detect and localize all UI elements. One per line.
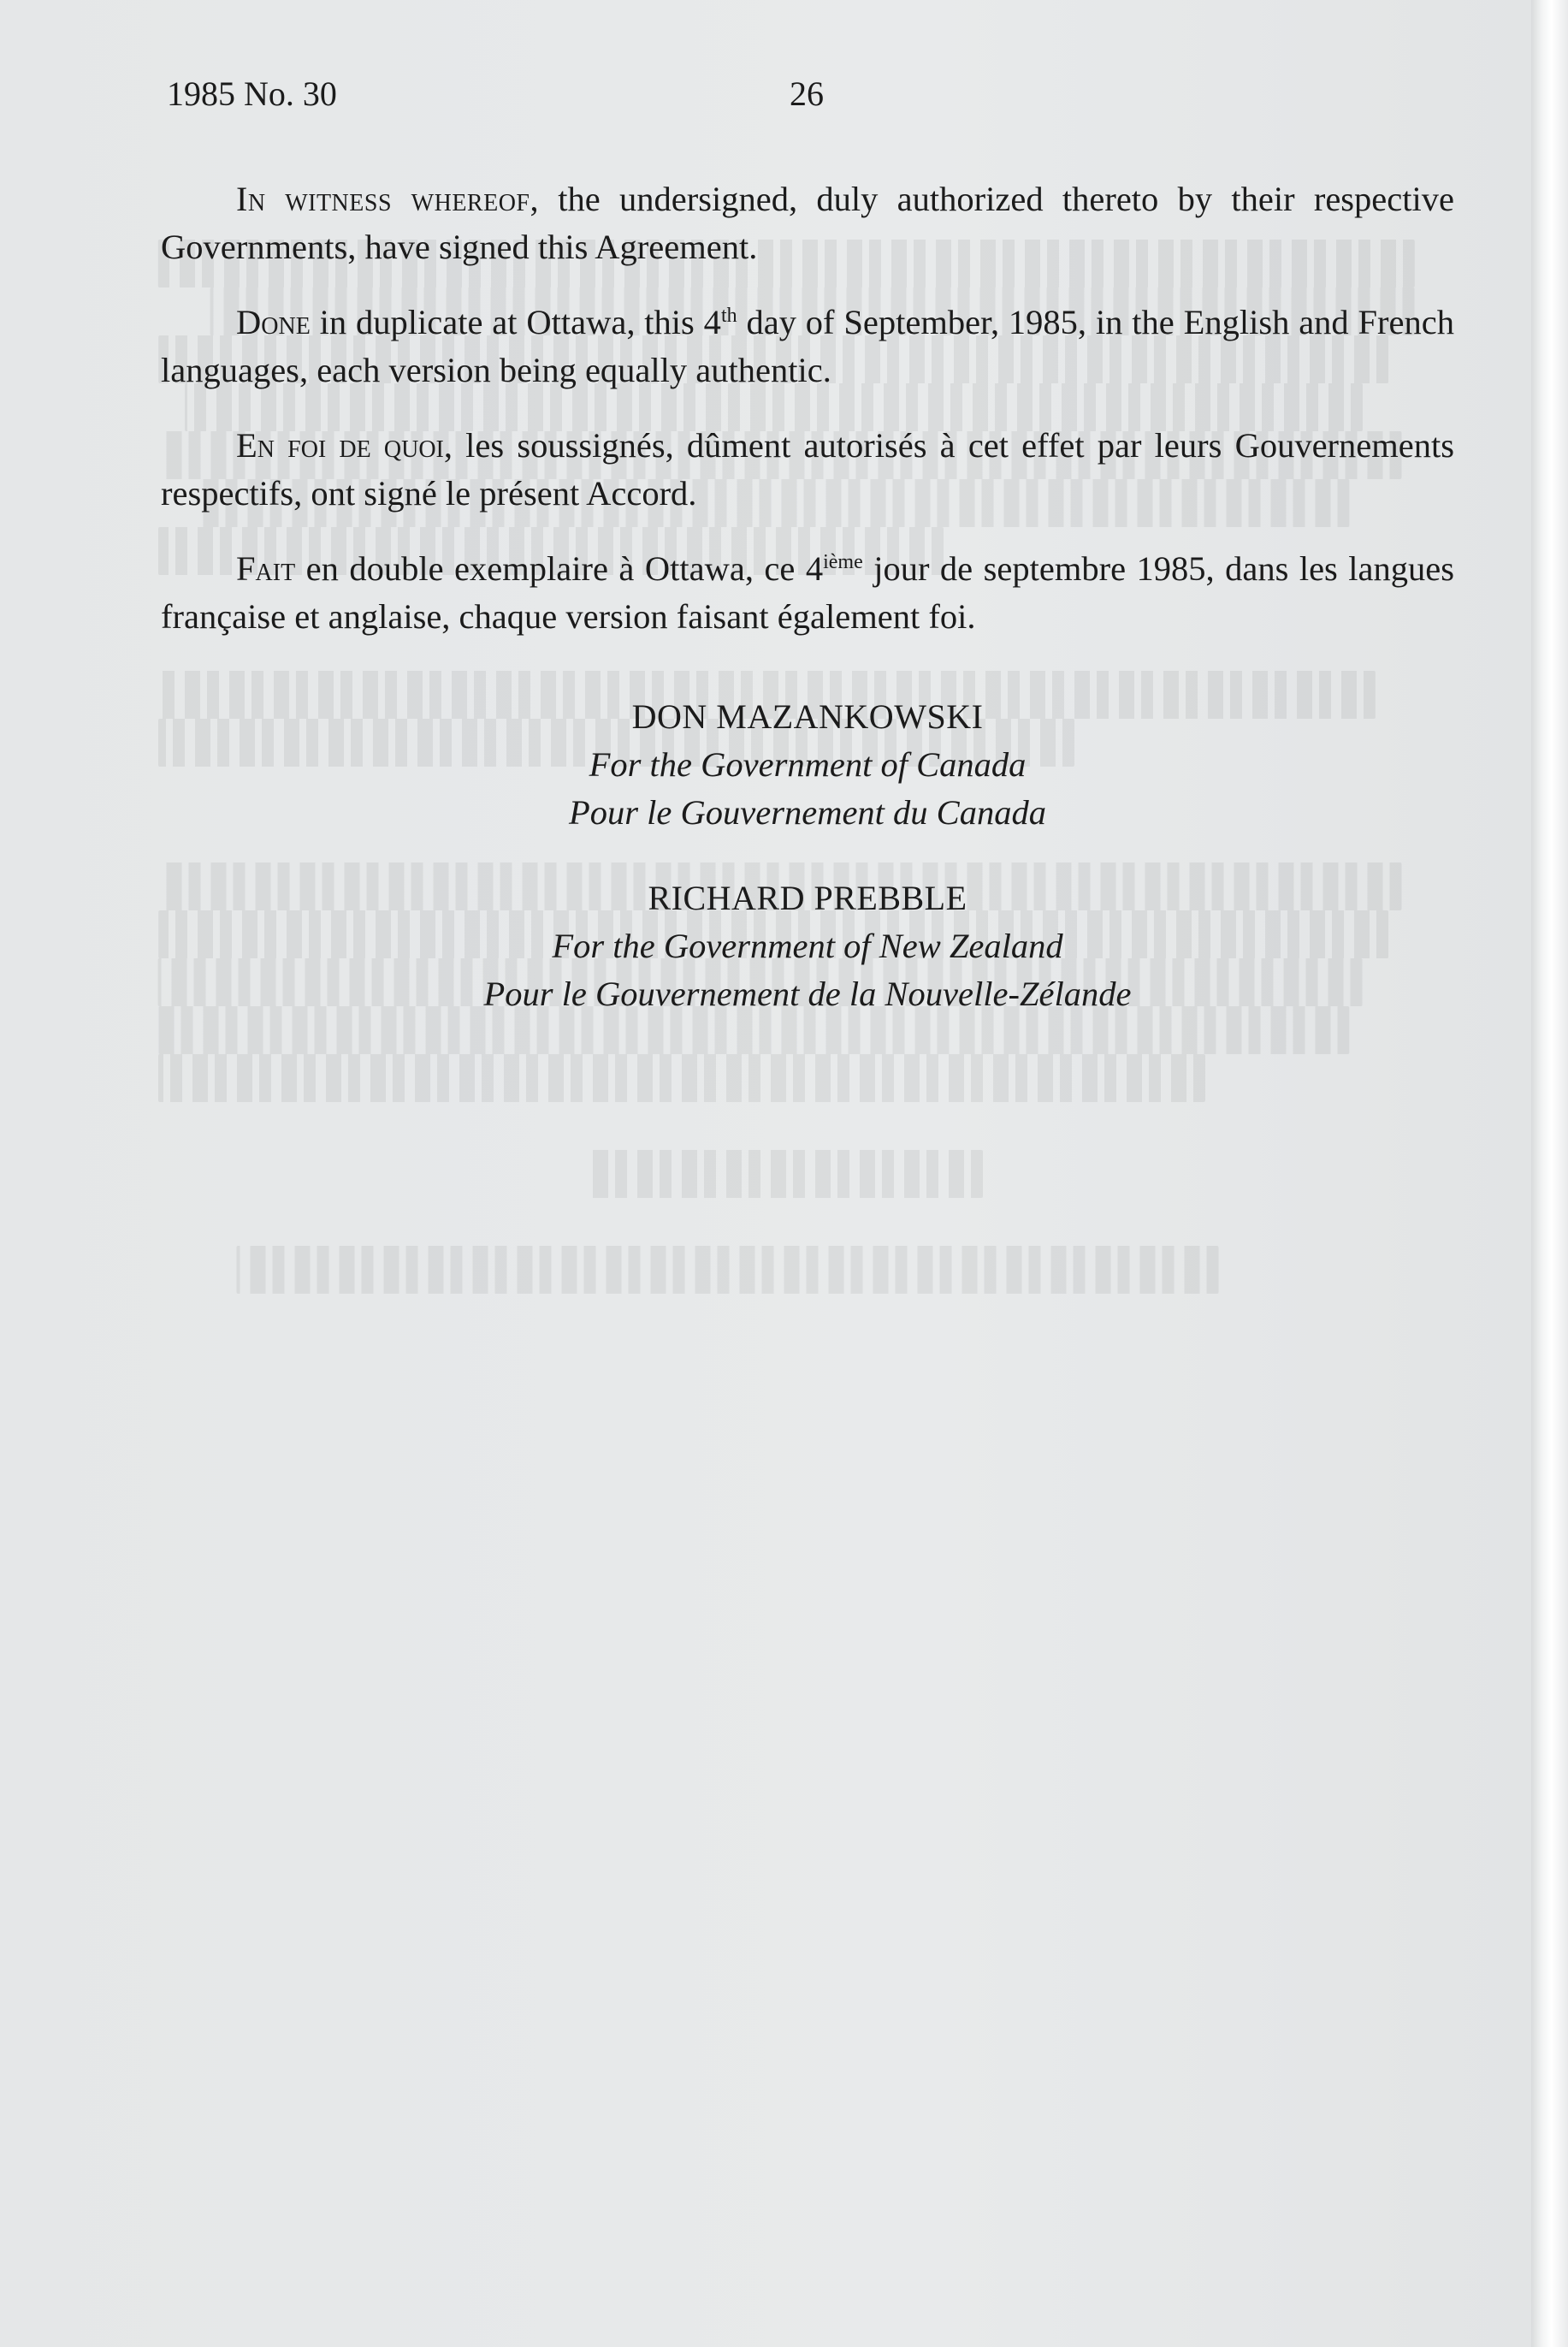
signatory-role-english: For the Government of New Zealand xyxy=(552,927,1063,965)
agreement-text xyxy=(161,175,1454,668)
signatory-name: RICHARD PREBBLE xyxy=(648,879,967,917)
page-header xyxy=(167,74,1450,125)
ordinal-suffix: ième xyxy=(823,551,863,573)
signatory-role-french: Pour le Gouvernement de la Nouvelle-Zélande xyxy=(483,975,1132,1013)
paragraph-done xyxy=(161,299,1454,394)
signatory-role-english: For the Government of Canada xyxy=(589,745,1027,784)
paragraph-fait xyxy=(161,545,1454,641)
paragraph-lead: Fait xyxy=(236,549,296,588)
paragraph-body: les soussignés, dûment autorisés à cet effet par leurs Gouvernements respectifs, ont signé le présent Accord. xyxy=(161,426,1454,513)
signatory-name: DON MAZANKOWSKI xyxy=(631,697,984,736)
paragraph-body-end: day of September, 1985, in the English and French languages, each version being equally authentic. xyxy=(161,303,1454,389)
paragraph-body-start: en double exemplaire à Ottawa, ce 4 xyxy=(295,549,824,588)
paragraph-body: the undersigned, duly authorized thereto by their respective Governments, have signed this Agreement. xyxy=(161,180,1454,266)
paragraph-in-witness xyxy=(161,175,1454,271)
paragraph-en-foi xyxy=(161,422,1454,518)
page-edge xyxy=(1531,0,1568,2347)
signature-section xyxy=(161,693,1454,1056)
year-number: 1985 No. 30 xyxy=(167,74,337,113)
page-number: 26 xyxy=(790,74,824,113)
paragraph-body-end: jour de septembre 1985, dans les langues française et anglaise, chaque version faisant également foi. xyxy=(161,549,1454,636)
signature-block-canada xyxy=(161,693,1454,837)
paragraph-lead: En foi de quoi, xyxy=(236,426,453,465)
signature-block-new-zealand xyxy=(161,874,1454,1018)
signatory-role-french: Pour le Gouvernement du Canada xyxy=(569,793,1046,832)
paragraph-lead: Done xyxy=(236,303,311,341)
paragraph-body-start: in duplicate at Ottawa, this 4 xyxy=(310,303,721,341)
ordinal-suffix: th xyxy=(720,305,737,327)
paragraph-lead: In witness whereof, xyxy=(236,180,539,218)
